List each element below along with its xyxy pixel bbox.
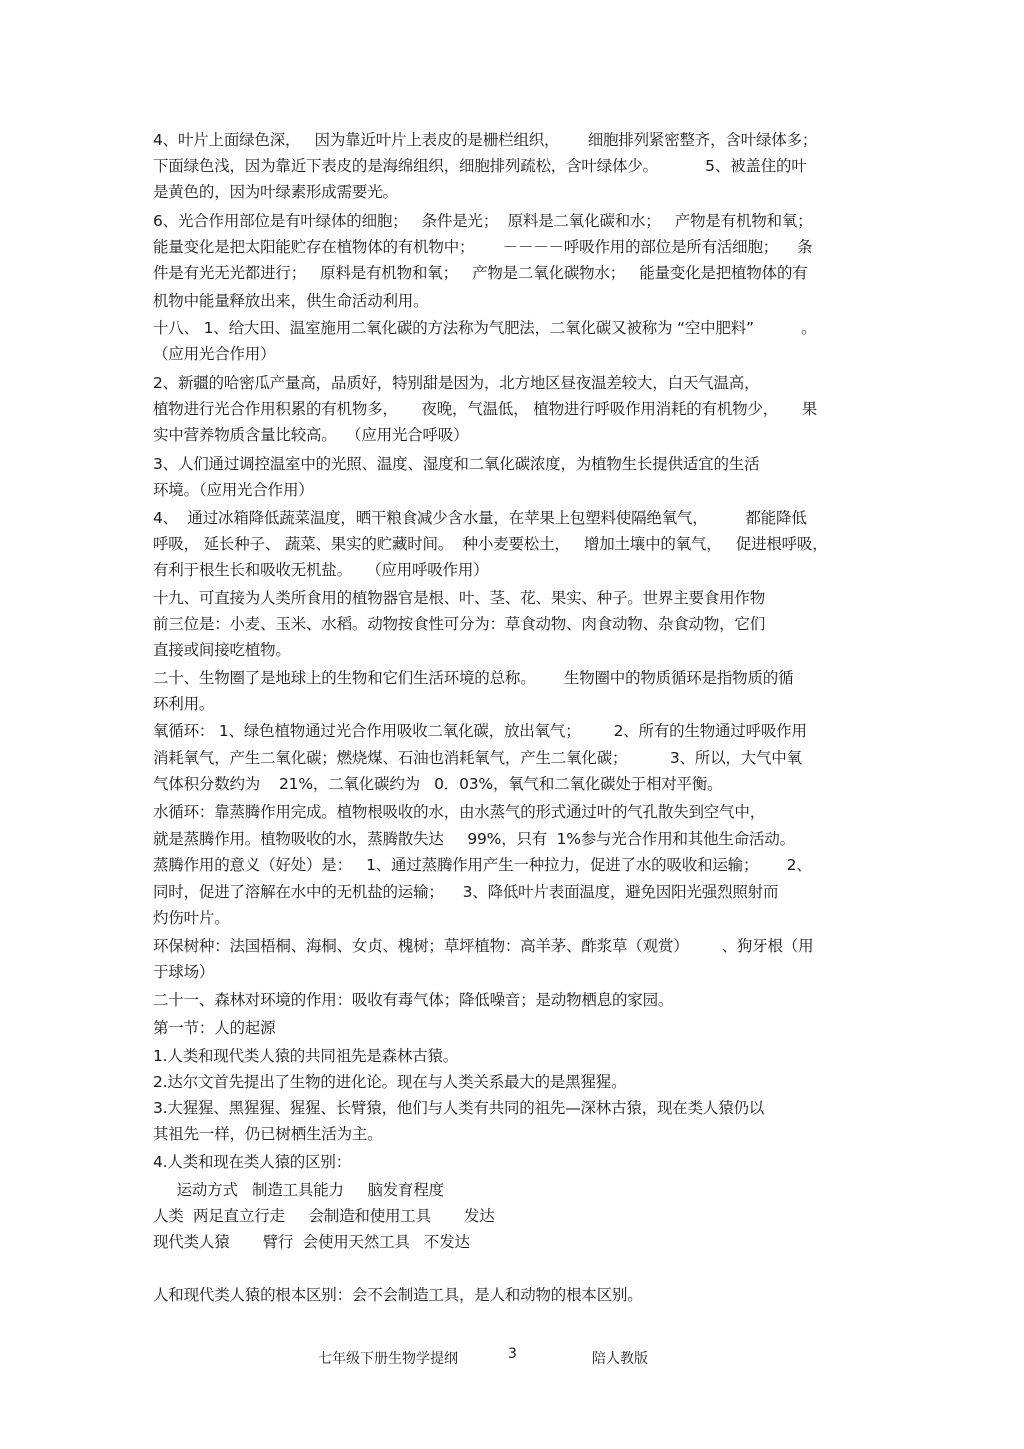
text-line: 4、叶片上面绿色深， 因为靠近叶片上表皮的是栅栏组织， 细胞排列紧密整齐，含叶绿体多； <box>153 131 818 149</box>
text-line: 于球场） <box>153 963 215 981</box>
text-line: 现代类人猿 臂行 会使用天然工具 不发达 <box>153 1233 470 1251</box>
text-line: 2.达尔文首先提出了生物的进化论。现在与人类关系最大的是黑猩猩。 <box>153 1073 627 1091</box>
text-line: 运动方式 制造工具能力 脑发育程度 <box>153 1181 444 1199</box>
text-line: 件是有光无光都进行； 原料是有机物和氧； 产物是二氧化碳物水； 能量变化是把植物体的有 <box>153 264 808 282</box>
text-line: 十八、 1、给大田、温室施用二氧化碳的方法称为气肥法，二氧化碳又被称为 “空中肥料” 。 <box>153 319 817 337</box>
text-line: 呼吸， 延长种子、 蔬菜、果实的贮藏时间。 种小麦要松土， 增加土壤中的氧气， 促进根呼吸， <box>153 535 828 553</box>
text-line: 前三位是：小麦、玉米、水稻。动物按食性可分为：草食动物、肉食动物、杂食动物，它们 <box>153 615 766 633</box>
text-line: 其祖先一样，仍已树栖生活为主。 <box>153 1125 383 1143</box>
footer-edition: 陪人教版 <box>592 1351 648 1367</box>
text-line: 就是蒸腾作用。植物吸收的水，蒸腾散失达 99%，只有 1%参与光合作用和其他生命活动。 <box>153 830 795 848</box>
text-line: 下面绿色浅，因为靠近下表皮的是海绵组织，细胞排列疏松，含叶绿体少。 5、被盖住的叶 <box>153 157 807 175</box>
text-line: 人类 两足直立行走 会制造和使用工具 发达 <box>153 1207 495 1225</box>
text-line: 机物中能量释放出来，供生命活动利用。 <box>153 292 429 310</box>
text-line: 人和现代类人猿的根本区别：会不会制造工具，是人和动物的根本区别。 <box>153 1286 643 1304</box>
text-line: 灼伤叶片。 <box>153 909 230 927</box>
text-line: 1.人类和现代类人猿的共同祖先是森林古猿。 <box>153 1047 459 1065</box>
text-line: 水循环：靠蒸腾作用完成。植物根吸收的水，由水蒸气的形式通过叶的气孔散失到空气中， <box>153 803 766 821</box>
text-line: 蒸腾作用的意义（好处）是： 1、通过蒸腾作用产生一种拉力，促进了水的吸收和运输； 2、 <box>153 856 812 874</box>
text-line: 二十一、森林对环境的作用：吸收有毒气体；降低噪音；是动物栖息的家园。 <box>153 991 674 1009</box>
text-line: 二十、生物圈了是地球上的生物和它们生活环境的总称。 生物圈中的物质循环是指物质的循 <box>153 669 794 687</box>
text-line: 同时，促进了溶解在水中的无机盐的运输； 3、降低叶片表面温度，避免因阳光强烈照射而 <box>153 883 779 901</box>
text-line: 氧循环： 1、绿色植物通过光合作用吸收二氧化碳，放出氧气； 2、所有的生物通过呼吸作用 <box>153 722 807 740</box>
text-line: 环利用。 <box>153 695 215 713</box>
text-line: 2、新疆的哈密瓜产量高，品质好，特别甜是因为，北方地区昼夜温差较大，白天气温高， <box>153 374 760 392</box>
text-line: 直接或间接吃植物。 <box>153 641 291 659</box>
page-number: 3 <box>508 1346 517 1362</box>
text-line: 4.人类和现在类人猿的区别： <box>153 1153 351 1171</box>
text-line: 6、光合作用部位是有叶绿体的细胞； 条件是光； 原料是二氧化碳和水； 产物是有机物和氧； <box>153 212 813 230</box>
text-line: 4、 通过冰箱降低蔬菜温度，晒干粮食减少含水量，在苹果上包塑料使隔绝氧气， 都能降低 <box>153 509 807 527</box>
text-line: 3、人们通过调控温室中的光照、温度、湿度和二氧化碳浓度，为植物生长提供适宜的生活 <box>153 455 760 473</box>
text-line: 气体积分数约为 21%，二氧化碳约为 0．03%，氧气和二氧化碳处于相对平衡。 <box>153 775 723 793</box>
text-line: 植物进行光合作用积累的有机物多， 夜晚，气温低， 植物进行呼吸作用消耗的有机物少， 果 <box>153 400 818 418</box>
text-line: （应用光合作用） <box>153 345 276 363</box>
text-line: 消耗氧气，产生二氧化碳；燃烧煤、石油也消耗氧气，产生二氧化碳； 3、所以，大气中氧 <box>153 749 802 767</box>
text-line: 有利于根生长和吸收无机盐。 （应用呼吸作用） <box>153 561 489 579</box>
text-line: 3.大猩猩、黑猩猩、猩猩、长臂猿，他们与人类有共同的祖先—深林古猿，现在类人猿仍以 <box>153 1099 765 1117</box>
text-line: 环保树种：法国梧桐、海桐、女贞、槐树；草坪植物：高羊茅、酢浆草（观赏） 、狗牙根（用 <box>153 937 814 955</box>
text-line: 第一节：人的起源 <box>153 1019 276 1037</box>
text-line: 能量变化是把太阳能贮存在植物体的有机物中； －－－－呼吸作用的部位是所有活细胞； 条 <box>153 238 813 256</box>
text-line: 环境。（应用光合作用） <box>153 481 314 499</box>
footer-title: 七年级下册生物学提纲 <box>318 1351 458 1367</box>
text-line: 实中营养物质含量比较高。 （应用光合呼吸） <box>153 426 469 444</box>
text-line: 是黄色的，因为叶绿素形成需要光。 <box>153 183 398 201</box>
text-line: 十九、可直接为人类所食用的植物器官是根、叶、茎、花、果实、种子。世界主要食用作物 <box>153 589 766 607</box>
